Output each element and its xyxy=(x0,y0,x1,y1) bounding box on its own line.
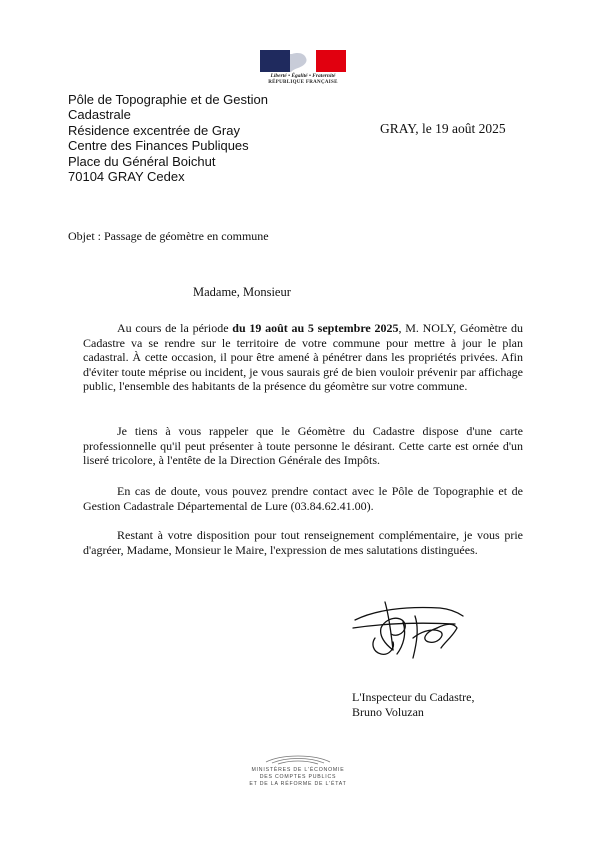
marianne-flag-icon xyxy=(260,50,346,72)
republic-motto: Liberté • Égalité • Fraternité xyxy=(270,73,336,79)
sender-line: Place du Général Boichut xyxy=(68,153,216,169)
paragraph-text: Au cours de la période xyxy=(117,321,233,335)
paragraph-contact: En cas de doute, vous pouvez prendre contact avec le Pôle de Topographie et de Gestion Cadastrale Départemental de Lure (03.84.62.41.00). xyxy=(83,484,523,513)
ministry-line: DES COMPTES PUBLICS xyxy=(259,774,337,780)
sender-address xyxy=(68,92,268,184)
ministry-name xyxy=(238,767,358,788)
sender-line: 70104 GRAY Cedex xyxy=(68,169,185,185)
ministry-arc-icon xyxy=(238,750,358,766)
place-and-date: GRAY, le 19 août 2025 xyxy=(380,121,506,136)
sender-line: Centre des Finances Publiques xyxy=(68,138,249,154)
sender-line: Pôle de Topographie et de Gestion xyxy=(68,92,268,107)
greeting: Madame, Monsieur xyxy=(193,285,291,299)
sender-line: Cadastrale xyxy=(68,107,131,123)
signer-block xyxy=(352,690,474,719)
marianne-logo xyxy=(258,50,348,90)
paragraph-period xyxy=(83,321,523,394)
paragraph-card: Je tiens à vous rappeler que le Géomètre du Cadastre dispose d'une carte professionnelle qu'il peut présenter à toute personne le désirant. Cette carte est ornée d'un liseré tricolore, à l'entête de la Direction Générale des Impôts. xyxy=(83,424,523,468)
period-dates: du 19 août au 5 septembre 2025 xyxy=(232,321,399,335)
handwritten-signature xyxy=(345,598,475,663)
letter-object: Objet : Passage de géomètre en commune xyxy=(68,229,269,243)
marianne-profile-icon xyxy=(290,50,316,72)
signer-title: L'Inspecteur du Cadastre, xyxy=(352,690,475,704)
republic-name: RÉPUBLIQUE FRANÇAISE xyxy=(268,80,338,85)
ministry-logo xyxy=(238,750,358,792)
ministry-line: ET DE LA RÉFORME DE L'ÉTAT xyxy=(249,781,347,787)
paragraph-text: , M. NOLY, Géomètre du Cadastre va se rendre sur le territoire de votre commune pour mettre à jour le plan cadastral. À cette occasion, il pour être amené à pénétrer dans les propriétés privées. Afin d'éviter toute méprise ou incident, je vous saurais gré de bien vouloir prévenir par affichage public, l'ensemble des habitants de la présence du géomètre sur votre commune. xyxy=(83,321,523,394)
signer-name: Bruno Voluzan xyxy=(352,704,424,719)
ministry-line: MINISTÈRES DE L'ÉCONOMIE xyxy=(251,767,345,773)
sender-line: Résidence excentrée de Gray xyxy=(68,122,240,138)
paragraph-closing: Restant à votre disposition pour tout renseignement complémentaire, je vous prie d'agréer, Madame, Monsieur le Maire, l'expression de mes salutations distinguées. xyxy=(83,528,523,557)
